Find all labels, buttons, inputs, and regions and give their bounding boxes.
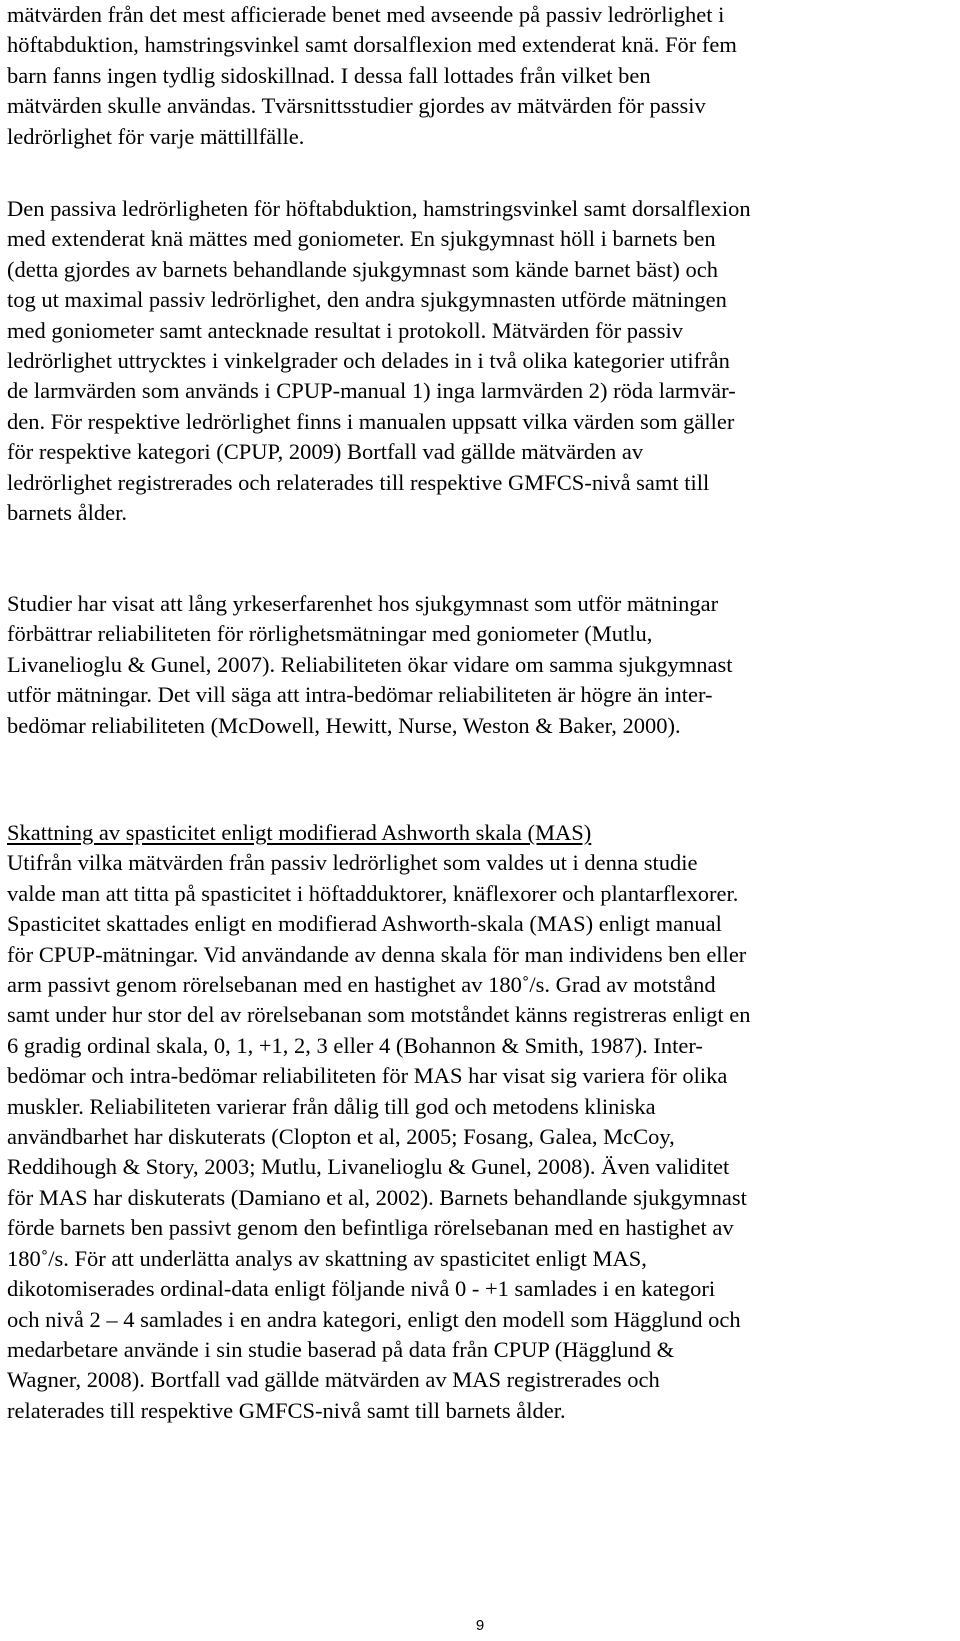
text-line: medarbetare använde i sin studie baserad på data från CPUP (Hägglund & — [7, 1336, 675, 1362]
text-line: för MAS har diskuterats (Damiano et al, 2002). Barnets behandlande sjukgymnast — [7, 1184, 747, 1210]
text-line: tog ut maximal passiv ledrörlighet, den andra sjukgymnasten utförde mätningen — [7, 287, 727, 313]
paragraph-passive-range-intro — [7, 0, 737, 152]
text-line: de larmvärden som används i CPUP-manual 1) inga larmvärden 2) röda larmvär- — [7, 378, 736, 404]
text-line: Studier har visat att lång yrkeserfarenhet hos sjukgymnast som utför mätningar — [7, 591, 719, 616]
text-line: med goniometer samt antecknade resultat i protokoll. Mätvärden för passiv — [7, 317, 684, 343]
section-heading: Skattning av spasticitet enligt modifierad Ashworth skala (MAS) — [7, 820, 592, 845]
text-line: användbarhet har diskuterats (Clopton et al, 2005; Fosang, Galea, McCoy, — [7, 1124, 675, 1150]
text-line: utför mätningar. Det vill säga att intra-bedömar reliabiliteten är högre än inter- — [7, 682, 713, 708]
text-line: bedömar reliabiliteten (McDowell, Hewitt, Nurse, Weston & Baker, 2000). — [7, 712, 681, 738]
text-line: 6 gradig ordinal skala, 0, 1, +1, 2, 3 eller 4 (Bohannon & Smith, 1987). Inter- — [7, 1032, 703, 1058]
text-line: 180˚/s. För att underlätta analys av skattning av spasticitet enligt MAS, — [7, 1245, 647, 1271]
text-line: Utifrån vilka mätvärden från passiv ledrörlighet som valdes ut i denna studie — [7, 850, 698, 876]
text-line: med extenderat knä mättes med goniometer. En sjukgymnast höll i barnets ben — [7, 226, 716, 252]
text-line: barnets ålder. — [7, 500, 127, 526]
text-line: Livanelioglu & Gunel, 2007). Reliabiliteten ökar vidare om samma sjukgymnast — [7, 651, 733, 677]
paragraph-reliability — [7, 589, 732, 741]
page-number: 9 — [475, 1617, 485, 1634]
text-line: Reddihough & Story, 2003; Mutlu, Livanelioglu & Gunel, 2008). Även validitet — [7, 1154, 730, 1180]
text-line: arm passivt genom rörelsebanan med en hastighet av 180˚/s. Grad av motstånd — [7, 972, 716, 998]
text-line: mätvärden från det mest afficierade benet med avseende på passiv ledrörlighet i — [7, 2, 725, 27]
text-line: förde barnets ben passivt genom den befintliga rörelsebanan med en hastighet av — [7, 1215, 734, 1241]
text-line: förbättrar reliabiliteten för rörlighetsmätningar med goniometer (Mutlu, — [7, 621, 653, 647]
paragraph-goniometer-measurement — [7, 194, 751, 528]
text-line: för CPUP-mätningar. Vid användande av denna skala för man individens ben eller — [7, 941, 747, 967]
text-line: mätvärden skulle användas. Tvärsnittsstudier gjordes av mätvärden för passiv — [7, 93, 706, 119]
text-line: höftabduktion, hamstringsvinkel samt dorsalflexion med extenderat knä. För fem — [7, 32, 737, 58]
text-line: ledrörlighet för varje mättillfälle. — [7, 123, 305, 149]
text-line: valde man att titta på spasticitet i höftadduktorer, knäflexorer och plantarflexorer. — [7, 880, 739, 906]
text-line: relaterades till respektive GMFCS-nivå samt till barnets ålder. — [7, 1397, 566, 1423]
text-line: muskler. Reliabiliteten varierar från dålig till god och metodens kliniska — [7, 1093, 656, 1119]
text-line: barn fanns ingen tydlig sidoskillnad. I dessa fall lottades från vilket ben — [7, 62, 651, 88]
text-line: samt under hur stor del av rörelsebanan som motståndet känns registreras enligt en — [7, 1002, 751, 1028]
text-line: ledrörlighet registrerades och relaterades till respektive GMFCS-nivå samt till — [7, 469, 710, 495]
text-line: och nivå 2 – 4 samlades i en andra kategori, enligt den modell som Hägglund och — [7, 1306, 741, 1332]
text-line: ledrörlighet uttrycktes i vinkelgrader och delades in i två olika kategorier utifrån — [7, 348, 730, 374]
text-line: Wagner, 2008). Bortfall vad gällde mätvärden av MAS registrerades och — [7, 1367, 660, 1393]
text-line: (detta gjordes av barnets behandlande sjukgymnast som kände barnet bäst) och — [7, 256, 719, 282]
text-line: bedömar och intra-bedömar reliabiliteten för MAS har visat sig variera för olika — [7, 1063, 728, 1089]
section-mas — [7, 818, 751, 1426]
text-line: för respektive kategori (CPUP, 2009) Bortfall vad gällde mätvärden av — [7, 439, 644, 465]
text-line: Spasticitet skattades enligt en modifierad Ashworth-skala (MAS) enligt manual — [7, 911, 722, 937]
text-line: dikotomiserades ordinal-data enligt följande nivå 0 - +1 samlades i en kategori — [7, 1276, 716, 1302]
text-line: Den passiva ledrörligheten för höftabduktion, hamstringsvinkel samt dorsalflexion — [7, 196, 751, 221]
text-line: den. För respektive ledrörlighet finns i manualen uppsatt vilka värden som gäller — [7, 408, 735, 434]
